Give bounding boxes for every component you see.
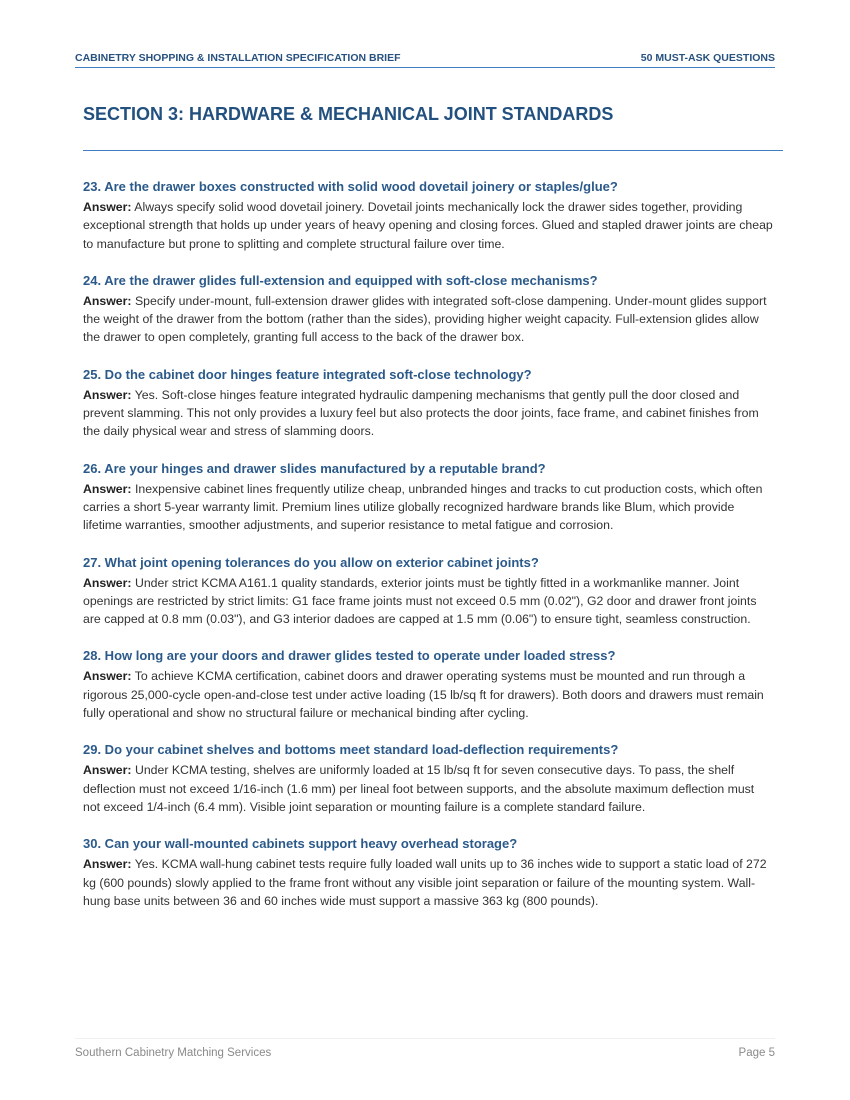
- footer-divider: [75, 1038, 775, 1039]
- qa-item-27: [83, 554, 773, 629]
- qa-item-23: [83, 178, 773, 253]
- answer-label: Answer:: [83, 575, 132, 590]
- answer-28: [83, 667, 773, 722]
- header-document-title: CABINETRY SHOPPING & INSTALLATION SPECIFICATION BRIEF: [75, 52, 401, 64]
- question-27: 27. What joint opening tolerances do you allow on exterior cabinet joints?: [83, 554, 539, 570]
- answer-27: [83, 574, 773, 629]
- qa-item-30: [83, 835, 773, 910]
- question-26: 26. Are your hinges and drawer slides manufactured by a reputable brand?: [83, 460, 546, 476]
- answer-label: Answer:: [83, 387, 132, 402]
- question-24: 24. Are the drawer glides full-extension and equipped with soft-close mechanisms?: [83, 272, 598, 288]
- question-25: 25. Do the cabinet door hinges feature integrated soft-close technology?: [83, 366, 532, 382]
- answer-label: Answer:: [83, 200, 132, 214]
- answer-29: [83, 761, 773, 816]
- answer-text: Inexpensive cabinet lines frequently utilize cheap, unbranded hinges and tracks to cut production costs, which often carries a short 5-year warranty limit. Premium lines utilize globally recognized hardware brands like Blum, which provide lifetime warranties, smoother adjustments, and superior resistance to metal fatigue and corrosion.: [83, 481, 763, 533]
- question-29: 29. Do your cabinet shelves and bottoms meet standard load-deflection requirements?: [83, 742, 619, 758]
- answer-text: Yes. Soft-close hinges feature integrated hydraulic dampening mechanisms that gently pull the door closed and prevent slamming. This not only provides a luxury feel but also protects the door joints, face frame, and cabinet finishes from the daily physical wear and stress of slamming doors.: [83, 387, 759, 439]
- qa-list: [83, 178, 773, 929]
- section-title: SECTION 3: HARDWARE & MECHANICAL JOINT STANDARDS: [83, 104, 614, 124]
- answer-label: Answer:: [83, 857, 132, 872]
- section-divider: [83, 150, 783, 151]
- qa-item-29: [83, 741, 773, 816]
- question-23: 23. Are the drawer boxes constructed with solid wood dovetail joinery or staples/glue?: [83, 179, 618, 194]
- answer-label: Answer:: [83, 481, 132, 496]
- answer-text: Always specify solid wood dovetail joinery. Dovetail joints mechanically lock the drawer sides together, providing exceptional strength that holds up under years of heavy opening and closing forces. Glued and stapled drawer joints are cheap to manufacture but prone to splitting and complete structural failure over time.: [83, 200, 773, 251]
- answer-text: To achieve KCMA certification, cabinet doors and drawer operating systems must be mounted and run through a rigorous 25,000-cycle open-and-close test under active loading (15 lb/sq ft for drawers). Both doors and drawers must remain fully operational and show no structural failure or mechanical binding after cycling.: [83, 669, 764, 721]
- qa-item-26: [83, 460, 773, 535]
- answer-text: Under KCMA testing, shelves are uniformly loaded at 15 lb/sq ft for seven consecutive days. To pass, the shelf deflection must not exceed 1/16-inch (1.6 mm) per lineal foot between supports, and the absolute maximum deflection must not exceed 1/4-inch (6.4 mm). Visible joint separation or mounting failure is a complete standard failure.: [83, 763, 755, 814]
- qa-item-24: [83, 272, 773, 347]
- answer-text: Under strict KCMA A161.1 quality standards, exterior joints must be tightly fitted in a workmanlike manner. Joint openings are restricted by strict limits: G1 face frame joints must not exceed 0.5 mm (0.02"), G2 door and drawer front joints are capped at 0.8 mm (0.03"), and G3 interior dadoes are capped at 1.5 mm (0.06") to ensure tight, seamless construction.: [83, 575, 757, 627]
- running-header: [75, 50, 775, 68]
- answer-23: [83, 198, 773, 253]
- answer-label: Answer:: [83, 763, 132, 778]
- page-number: Page 5: [738, 1047, 775, 1059]
- qa-item-25: [83, 366, 773, 441]
- question-30: 30. Can your wall-mounted cabinets support heavy overhead storage?: [83, 836, 518, 852]
- footer-company: Southern Cabinetry Matching Services: [75, 1047, 272, 1059]
- answer-24: [83, 292, 773, 347]
- answer-26: [83, 480, 773, 535]
- answer-label: Answer:: [83, 293, 132, 308]
- answer-text: Yes. KCMA wall-hung cabinet tests require fully loaded wall units up to 36 inches wide to support a static load of 272 kg (600 pounds) slowly applied to the frame front without any visible joint separation or failure of the mounting system. Wall-hung base units between 36 and 60 inches wide must support a massive 363 kg (800 pounds).: [83, 857, 767, 908]
- qa-item-28: [83, 647, 773, 722]
- answer-25: [83, 386, 773, 441]
- question-28: 28. How long are your doors and drawer glides tested to operate under loaded stress?: [83, 648, 616, 664]
- answer-label: Answer:: [83, 669, 132, 684]
- answer-30: [83, 855, 773, 910]
- header-series-title: 50 MUST-ASK QUESTIONS: [640, 52, 775, 64]
- answer-text: Specify under-mount, full-extension drawer glides with integrated soft-close dampening. Under-mount glides support the weight of the drawer from the bottom (rather than the sides), providing higher weight capacity. Full-extension glides allow the drawer to open completely, granting full access to the back of the drawer box.: [83, 293, 767, 345]
